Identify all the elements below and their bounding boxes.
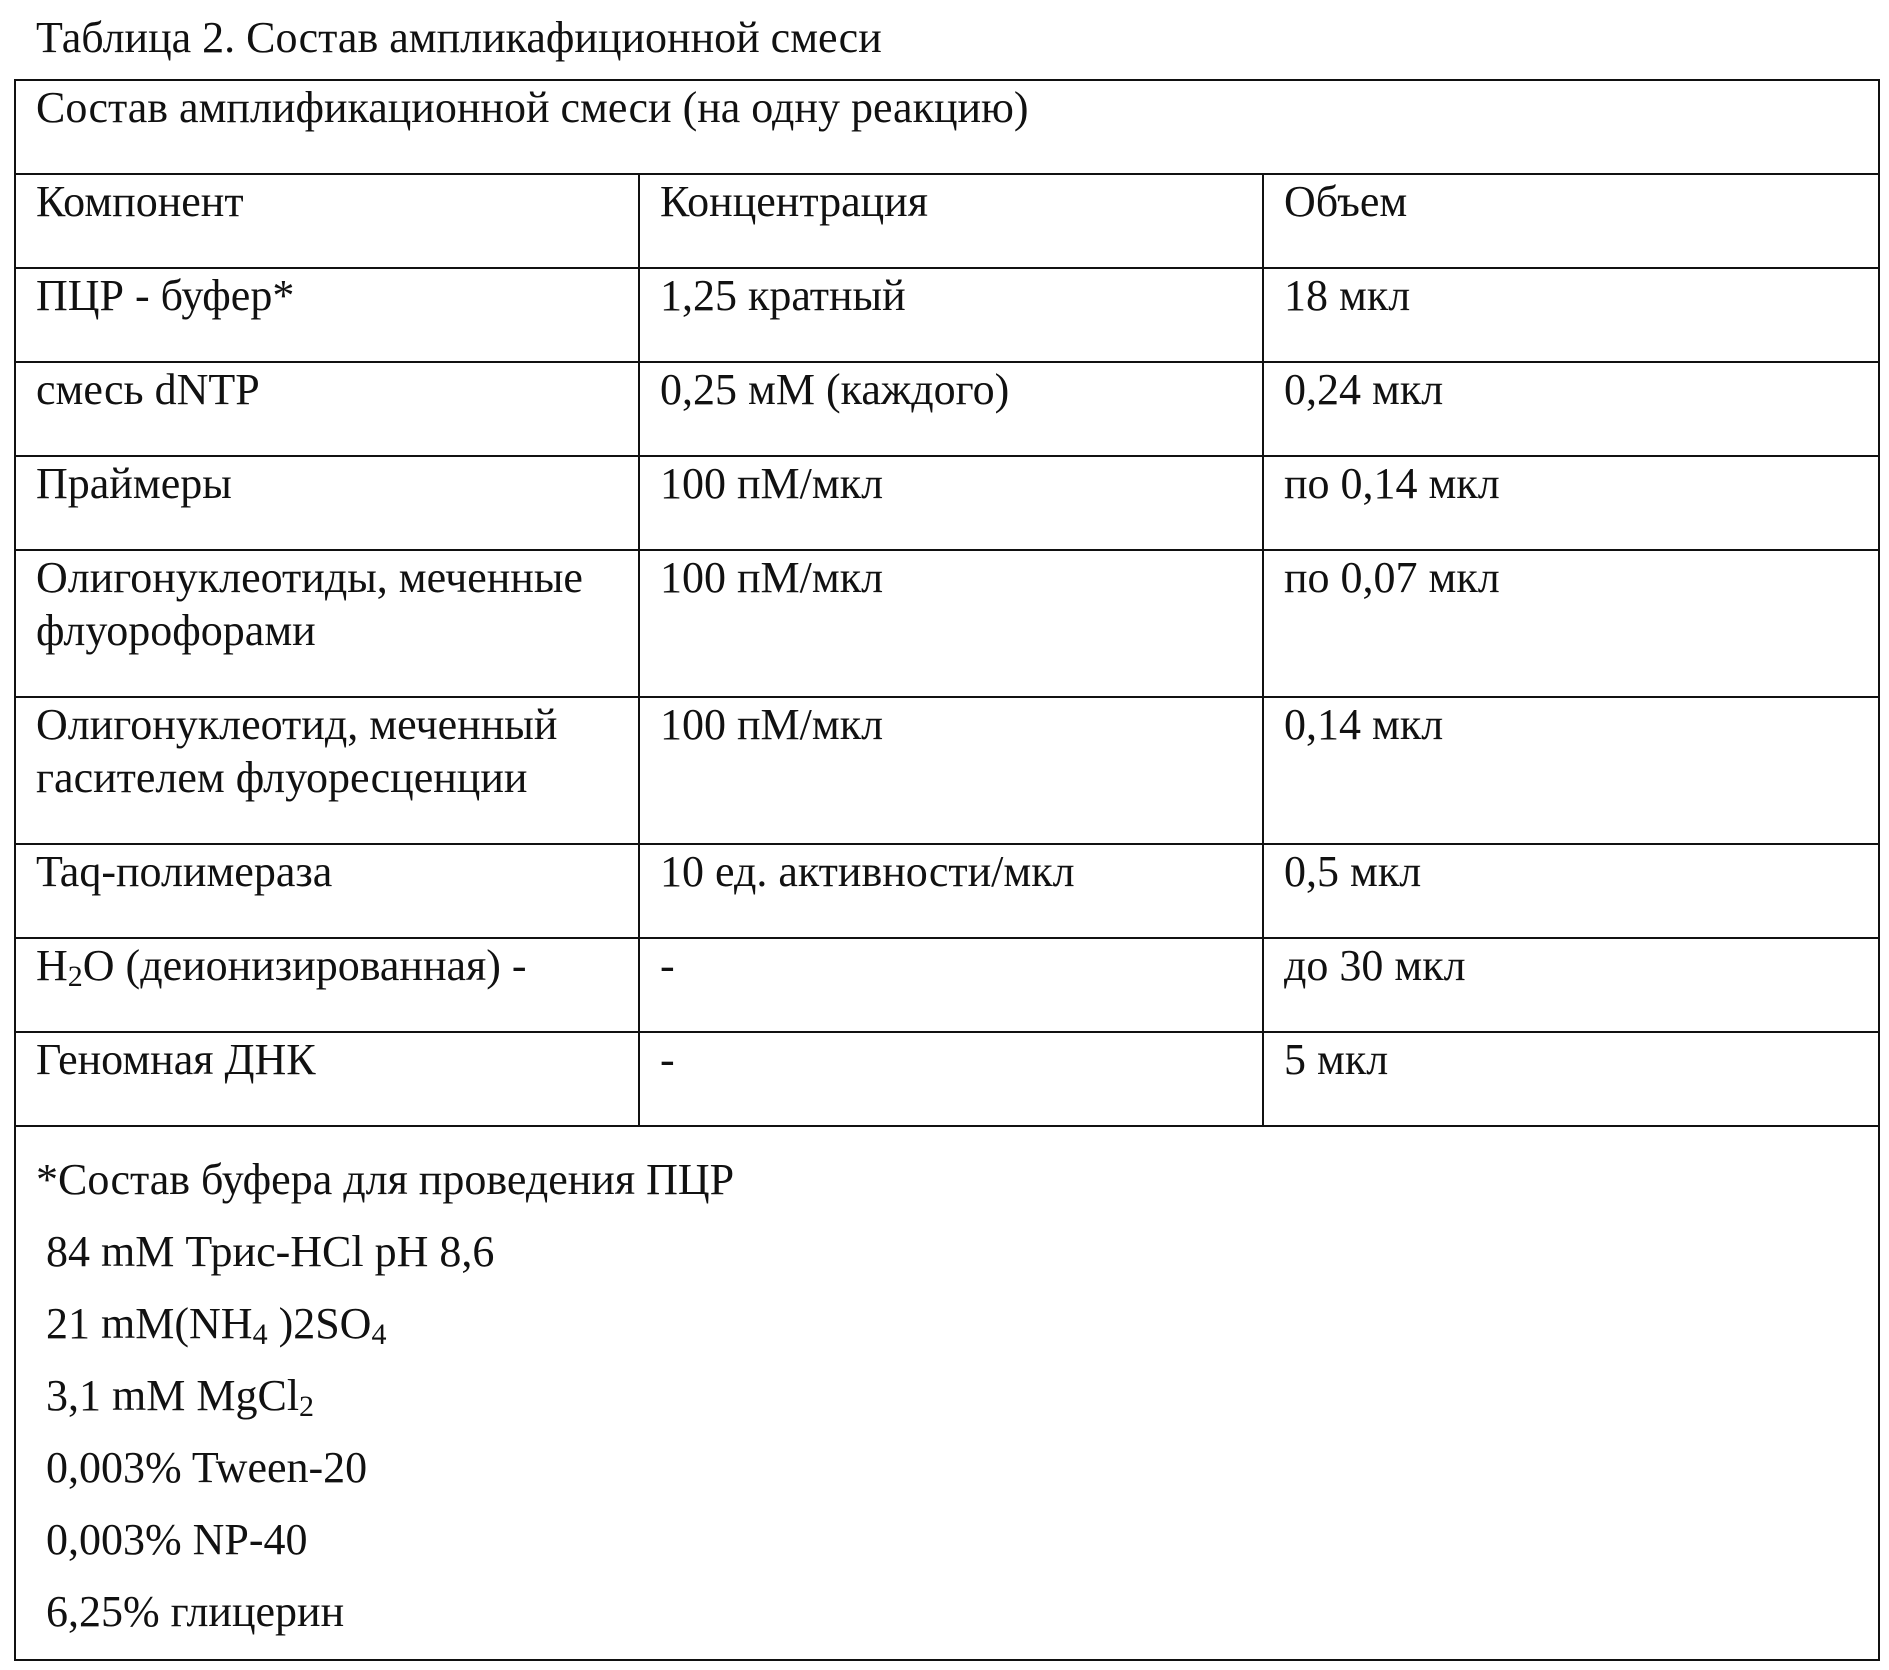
table-row — [15, 938, 1879, 1032]
table-row — [15, 844, 1879, 938]
header-concentration: Концентрация — [639, 174, 1263, 268]
table-title-row — [15, 80, 1879, 174]
table-caption: Таблица 2. Состав ампликафиционной смеси — [36, 13, 882, 62]
cell-volume: 18 мкл — [1263, 268, 1879, 362]
footnote-item: 0,003% Tween-20 — [46, 1443, 368, 1492]
table-row — [15, 456, 1879, 550]
water-prefix: H — [36, 941, 68, 990]
water-suffix: O (деионизированная) - — [82, 941, 527, 990]
cell-component: Олигонуклеотид, меченный гасителем флуоресценции — [15, 697, 639, 844]
cell-concentration: 100 пМ/мкл — [639, 456, 1263, 550]
formula-part: 21 mM(NH — [46, 1299, 253, 1348]
header-volume: Объем — [1263, 174, 1879, 268]
footnote-item — [36, 1367, 1858, 1425]
table-row — [15, 1032, 1879, 1126]
table-row — [15, 362, 1879, 456]
cell-concentration: 10 ед. активности/мкл — [639, 844, 1263, 938]
cell-concentration: - — [639, 1032, 1263, 1126]
composition-table — [14, 79, 1880, 1661]
cell-volume: 0,14 мкл — [1263, 697, 1879, 844]
cell-component: Taq-полимераза — [15, 844, 639, 938]
footnote-item — [36, 1295, 1858, 1353]
footnote-row — [15, 1126, 1879, 1660]
formula-part: )2SO — [267, 1299, 372, 1348]
table-title: Состав амплификационной смеси (на одну реакцию) — [15, 80, 1879, 174]
cell-concentration: 0,25 мМ (каждого) — [639, 362, 1263, 456]
buffer-footnote — [15, 1126, 1879, 1660]
cell-volume: по 0,14 мкл — [1263, 456, 1879, 550]
cell-component: ПЦР - буфер* — [15, 268, 639, 362]
cell-volume: по 0,07 мкл — [1263, 550, 1879, 697]
footnote-item: 84 mM Трис-HCl pH 8,6 — [46, 1227, 495, 1276]
cell-concentration: 1,25 кратный — [639, 268, 1263, 362]
cell-concentration: 100 пМ/мкл — [639, 550, 1263, 697]
cell-concentration: - — [639, 938, 1263, 1032]
cell-component: Геномная ДНК — [15, 1032, 639, 1126]
cell-concentration: 100 пМ/мкл — [639, 697, 1263, 844]
footnote-title: *Состав буфера для проведения ПЦР — [36, 1155, 735, 1204]
cell-component: Олигонуклеотиды, меченные флуорофорами — [15, 550, 639, 697]
cell-volume: 5 мкл — [1263, 1032, 1879, 1126]
cell-volume: 0,5 мкл — [1263, 844, 1879, 938]
footnote-item: 0,003% NP-40 — [46, 1515, 308, 1564]
water-subscript: 2 — [67, 960, 83, 993]
table-row — [15, 550, 1879, 697]
formula-subscript: 4 — [371, 1318, 387, 1351]
header-row — [15, 174, 1879, 268]
table-row — [15, 268, 1879, 362]
header-component: Компонент — [15, 174, 639, 268]
cell-component — [15, 938, 639, 1032]
table-row — [15, 697, 1879, 844]
footnote-item: 6,25% глицерин — [46, 1587, 345, 1636]
cell-component: Праймеры — [15, 456, 639, 550]
cell-component: смесь dNTP — [15, 362, 639, 456]
formula-part: 3,1 mM MgCl — [46, 1371, 300, 1420]
cell-volume: до 30 мкл — [1263, 938, 1879, 1032]
formula-subscript: 4 — [252, 1318, 268, 1351]
cell-volume: 0,24 мкл — [1263, 362, 1879, 456]
formula-subscript: 2 — [299, 1390, 315, 1423]
